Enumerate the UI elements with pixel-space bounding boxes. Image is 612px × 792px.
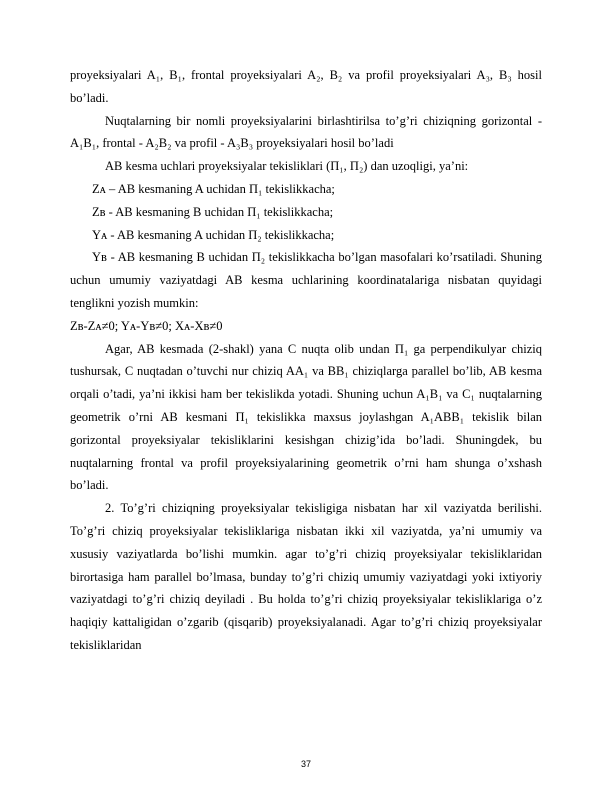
paragraph-section-2: 2. To’g’ri chiziqning proyeksiyalar tekisligiga nisbatan har xil vaziyatda berilishi. To’g’ri chiziq proyeksiyalar tekisliklariga nisbatan ikki xil vaziyatda, ya’ni umumiy va xususiy vaziyatlarda bo’lishi mumkin. agar to’g’ri chiziq proyeksiyalar tekisliklaridan birortasiga ham parallel bo’lmasa, bunday to’g’ri chiziq umumiy vaziyatdagi yoki ixtiyoriy vaziyatdagi to’g’ri chiziq deyiladi . Bu holda to’g’ri chiziq proyeksiyalar tekisliklariga o’z haqiqiy kattaligidan o’zgarib (qisqarib) proyeksiyalanadi. Agar to’g’ri chiziq proyeksiyalar tekisliklaridan — [70, 501, 542, 652]
paragraph-2: Nuqtalarning bir nomli proyeksiyalarini birlashtirilsa to’g’ri chiziqning gorizontal - A₁B₁, frontal - A₂B₂ va profil - A₃B₃ proyeksiyalari hosil bo’ladi — [70, 113, 542, 151]
list-item-za: Zᴀ – AB kesmaning A uchidan П₁ tekislikkacha; — [92, 181, 335, 196]
formula-line: Zʙ-Zᴀ≠0; Yᴀ-Yʙ≠0; Xᴀ-Xʙ≠0 — [70, 318, 223, 333]
paragraph-3: AB kesma uchlari proyeksiyalar tekisliklari (П₁, П₂) dan uzoqligi, ya’ni: — [105, 159, 469, 174]
page-number: 37 — [300, 759, 311, 769]
document-page — [70, 64, 542, 657]
list-item-ya: Yᴀ - AB kesmaning A uchidan П₂ tekislikkacha; — [92, 227, 335, 242]
list-item-zb: Zʙ - AB kesmaning B uchidan П₁ tekislikkacha; — [92, 204, 334, 219]
paragraph-yb: Yʙ - AB kesmaning B uchidan П₂ tekislikkacha bo’lgan masofalari ko’rsatiladi. Shuning uchun umumiy vaziyatdagi AB kesma uchlarining koordinatalariga nisbatan quyidagi tenglikni yozish mumkin: — [70, 250, 542, 310]
paragraph-agar: Agar, AB kesmada (2-shakl) yana C nuqta olib undan П₁ ga perpendikulyar chiziq tushursak, C nuqtadan o’tuvchi nur chiziq AA₁ va BB₁ chiziqlarga parallel bo’lib, AB kesma orqali o’tadi, ya’ni ikkisi ham ber tekislikda yotadi. Shuning uchun A₁B₁ va C₁ nuqtalarning geometrik o’rni AB kesmani П₁ tekislikka maxsus joylashgan A₁ABB₁ tekislik bilan gorizontal proyeksiyalar tekisliklarini kesishgan chizig’ida bo’ladi. Shuningdek, bu nuqtalarning frontal va profil proyeksiyalarining geometrik o’rni ham shunga o’xshash bo’ladi. — [70, 341, 542, 493]
paragraph-1: proyeksiyalari A₁, B₁, frontal proyeksiyalari A₂, B₂ va profil proyeksiyalari A₃, B₃ hosil bo’ladi. — [70, 68, 542, 105]
